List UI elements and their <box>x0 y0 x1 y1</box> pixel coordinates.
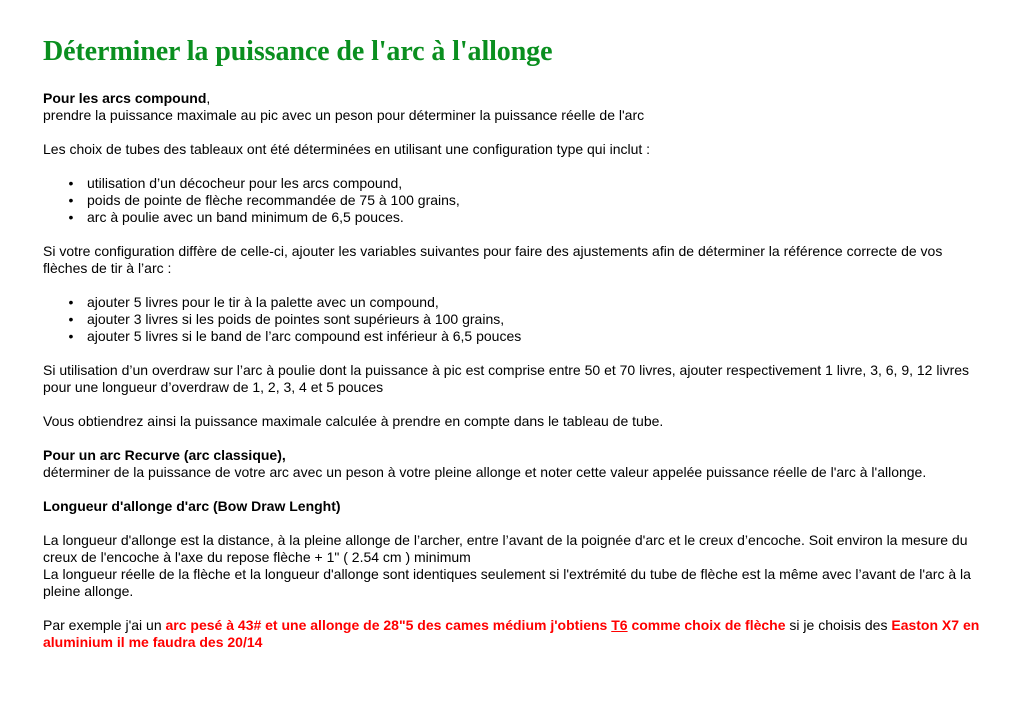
example-paragraph <box>43 617 988 651</box>
example-arrow-choice: T6 <box>611 617 628 633</box>
list-item <box>68 328 988 345</box>
recurve-heading <box>43 447 988 464</box>
draw-length-heading-text: Longueur d'allonge d'arc (Bow Draw Lenght) <box>43 498 341 514</box>
example-highlight-2: comme choix de flèche <box>627 617 786 633</box>
bullet-icon: • <box>68 192 74 208</box>
list-item-text: poids de pointe de flèche recommandée de 75 à 100 grains, <box>87 192 460 208</box>
compound-section <box>43 90 988 107</box>
list-item <box>68 294 988 311</box>
variation-intro: Si votre configuration diffère de celle-ci, ajouter les variables suivantes pour faire des ajustements afin de déterminer la référence correcte de vos flèches de tir à l’arc : <box>43 243 943 276</box>
example-highlight-3: Easton X7 en aluminium il me faudra des 20/14 <box>43 617 980 650</box>
bullet-icon: • <box>68 311 74 327</box>
page-title: Déterminer la puissance de l'arc à l'allonge <box>43 36 553 67</box>
bullet-icon: • <box>68 175 74 191</box>
list-item <box>68 209 988 226</box>
list-item-text: ajouter 5 livres pour le tir à la palette avec un compound, <box>87 294 439 310</box>
bullet-icon: • <box>68 294 74 310</box>
choices-intro: Les choix de tubes des tableaux ont été déterminées en utilisant une configuration type qui inclut : <box>43 141 651 157</box>
draw-length-heading <box>43 498 988 515</box>
overdraw-paragraph: Si utilisation d’un overdraw sur l’arc à poulie dont la puissance à pic est comprise entre 50 et 70 livres, ajouter respectivement 1 livre, 3, 6, 9, 12 livres pour une longueur d’overdraw de 1, 2, 3, 4 et 5 pouces <box>43 362 970 395</box>
config-list <box>43 175 988 226</box>
list-item-text: ajouter 3 livres si les poids de pointes sont supérieurs à 100 grains, <box>87 311 505 327</box>
bullet-icon: • <box>68 328 74 344</box>
draw-length-paragraph-2: La longueur réelle de la flèche et la longueur d'allonge sont identiques seulement si l'extrémité du tube de flèche est la même avec l’avant de l'arc à la pleine allonge. <box>43 566 971 599</box>
result-paragraph: Vous obtiendrez ainsi la puissance maximale calculée à prendre en compte dans le tableau de tube. <box>43 413 664 429</box>
list-item-text: arc à poulie avec un band minimum de 6,5 pouces. <box>87 209 404 225</box>
example-text-1: Par exemple j'ai un <box>43 617 166 633</box>
example-highlight-1: arc pesé à 43# et une allonge de 28"5 des cames médium j'obtiens <box>165 617 612 633</box>
bullet-icon: • <box>68 209 74 225</box>
compound-text: prendre la puissance maximale au pic avec un peson pour déterminer la puissance réelle de l'arc <box>43 107 645 123</box>
draw-length-paragraph-1: La longueur d'allonge est la distance, à la pleine allonge de l’archer, entre l’avant de la poignée d'arc et le creux d’encoche. Soit environ la mesure du creux de l'encoche à l'axe du repose flèche + 1" ( 2.54 cm ) minimum <box>43 532 968 565</box>
list-item <box>68 175 988 192</box>
compound-heading: Pour les arcs compound <box>43 90 207 106</box>
adjust-list <box>43 294 988 345</box>
list-item <box>68 192 988 209</box>
recurve-heading-text: Pour un arc Recurve (arc classique), <box>43 447 286 463</box>
recurve-text: déterminer de la puissance de votre arc avec un peson à votre pleine allonge et noter cette valeur appelée puissance réelle de l'arc à l'allonge. <box>43 464 927 480</box>
list-item-text: ajouter 5 livres si le band de l’arc compound est inférieur à 6,5 pouces <box>87 328 522 344</box>
example-text-2: si je choisis des <box>785 617 892 633</box>
list-item <box>68 311 988 328</box>
list-item-text: utilisation d’un décocheur pour les arcs compound, <box>87 175 403 191</box>
document-page <box>43 34 988 651</box>
compound-heading-suffix: , <box>206 90 211 106</box>
